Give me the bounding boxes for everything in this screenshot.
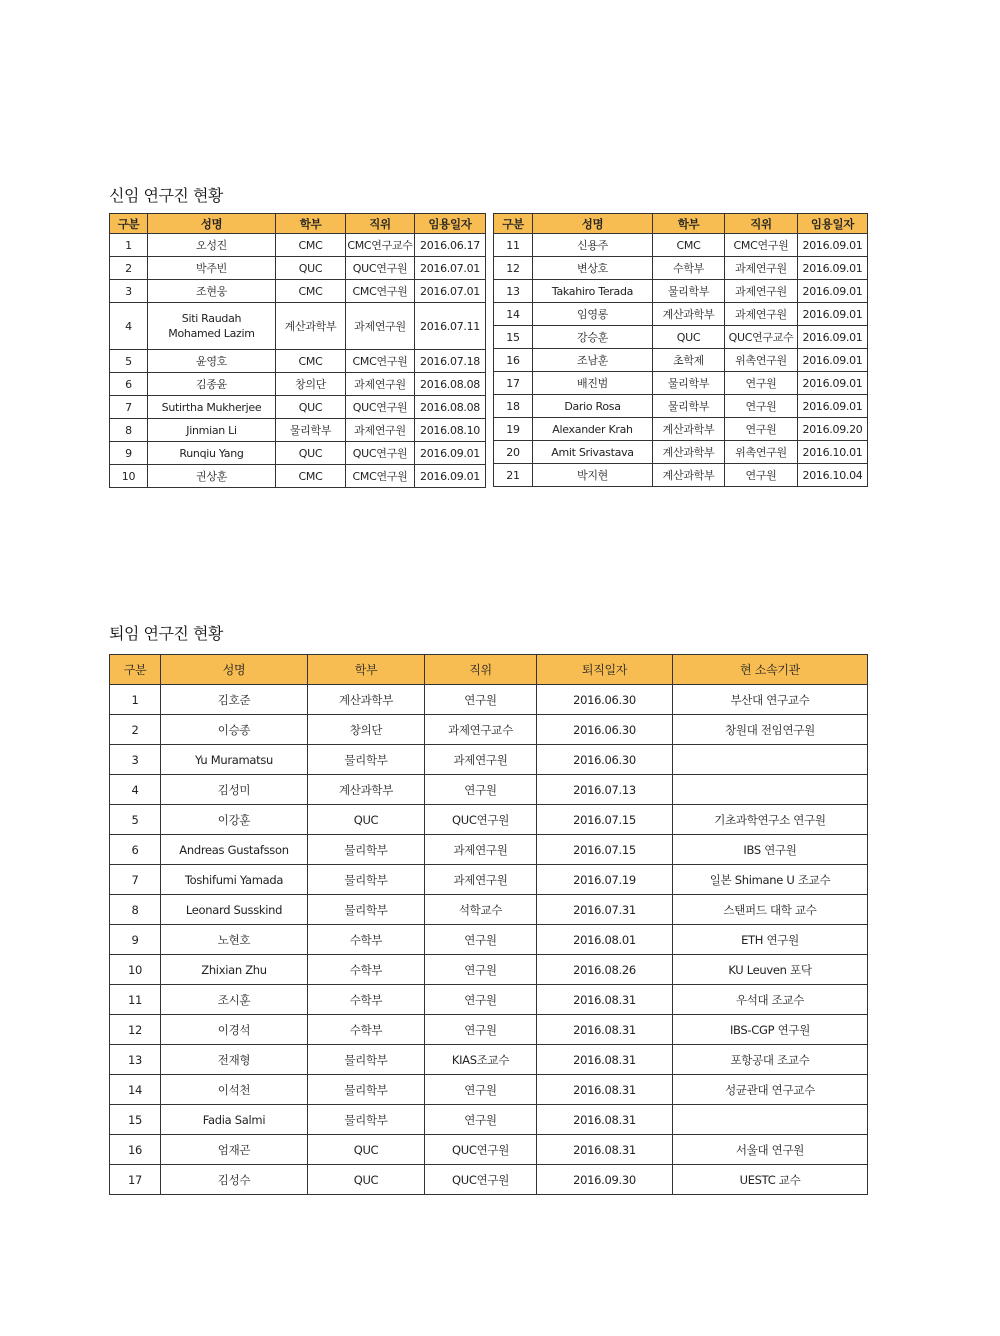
cell-number: 5 [110, 805, 161, 835]
cell-department: 물리학부 [653, 280, 725, 303]
cell-current-affiliation: IBS-CGP 연구원 [673, 1015, 868, 1045]
cell-appointment-date: 2016.09.20 [798, 418, 868, 441]
cell-name: 김종윤 [148, 373, 276, 396]
cell-position: 연구원 [425, 1075, 537, 1105]
table-row [494, 395, 868, 418]
cell-department: 물리학부 [308, 1045, 425, 1075]
cell-name: 이승종 [161, 715, 308, 745]
cell-position: 연구원 [725, 418, 798, 441]
retired-staff-title: 퇴임 연구진 현황 [109, 624, 223, 643]
cell-appointment-date: 2016.08.10 [415, 419, 486, 442]
cell-position: QUC연구원 [346, 257, 415, 280]
cell-number: 9 [110, 442, 148, 465]
cell-current-affiliation [673, 745, 868, 775]
table-row [110, 465, 486, 488]
cell-retirement-date: 2016.08.26 [537, 955, 673, 985]
cell-current-affiliation: 기초과학연구소 연구원 [673, 805, 868, 835]
cell-appointment-date: 2016.09.01 [798, 280, 868, 303]
cell-number: 8 [110, 895, 161, 925]
table-row [110, 835, 868, 865]
table-row [110, 1105, 868, 1135]
col-header-department: 학부 [653, 214, 725, 234]
cell-current-affiliation: 스탠퍼드 대학 교수 [673, 895, 868, 925]
cell-appointment-date: 2016.10.04 [798, 464, 868, 487]
cell-name: 김호준 [161, 685, 308, 715]
cell-department: 계산과학부 [653, 303, 725, 326]
cell-number: 7 [110, 396, 148, 419]
table-header-row [110, 655, 868, 685]
cell-number: 7 [110, 865, 161, 895]
col-header-position: 직위 [725, 214, 798, 234]
cell-number: 6 [110, 835, 161, 865]
cell-department: CMC [276, 350, 346, 373]
cell-number: 2 [110, 257, 148, 280]
cell-position: CMC연구원 [346, 350, 415, 373]
cell-retirement-date: 2016.07.31 [537, 895, 673, 925]
col-header-appointment-date: 임용일자 [798, 214, 868, 234]
cell-current-affiliation: 서울대 연구원 [673, 1135, 868, 1165]
cell-appointment-date: 2016.08.08 [415, 396, 486, 419]
cell-appointment-date: 2016.09.01 [798, 257, 868, 280]
cell-appointment-date: 2016.09.01 [798, 395, 868, 418]
cell-department: 물리학부 [276, 419, 346, 442]
cell-number: 12 [110, 1015, 161, 1045]
cell-number: 12 [494, 257, 533, 280]
cell-department: 계산과학부 [308, 775, 425, 805]
cell-number: 16 [494, 349, 533, 372]
cell-number: 13 [494, 280, 533, 303]
col-header-department: 학부 [276, 214, 346, 234]
cell-name: 오성진 [148, 234, 276, 257]
cell-current-affiliation: UESTC 교수 [673, 1165, 868, 1195]
table-row [110, 685, 868, 715]
col-header-position: 직위 [346, 214, 415, 234]
cell-position: 연구원 [425, 985, 537, 1015]
cell-number: 14 [494, 303, 533, 326]
cell-current-affiliation: 성균관대 연구교수 [673, 1075, 868, 1105]
cell-department: 물리학부 [308, 1075, 425, 1105]
cell-number: 21 [494, 464, 533, 487]
cell-current-affiliation: 포항공대 조교수 [673, 1045, 868, 1075]
cell-name: 변상호 [533, 257, 653, 280]
table-row [110, 350, 486, 373]
cell-position: 과제연구원 [725, 303, 798, 326]
table-row [494, 234, 868, 257]
cell-appointment-date: 2016.09.01 [798, 349, 868, 372]
col-header-name: 성명 [533, 214, 653, 234]
cell-name: 이석천 [161, 1075, 308, 1105]
cell-name: Toshifumi Yamada [161, 865, 308, 895]
cell-retirement-date: 2016.06.30 [537, 715, 673, 745]
table-row [110, 745, 868, 775]
cell-department: 물리학부 [308, 895, 425, 925]
cell-department: 수학부 [308, 925, 425, 955]
table-row [110, 1015, 868, 1045]
cell-department: 계산과학부 [308, 685, 425, 715]
cell-position: 연구원 [425, 1105, 537, 1135]
table-row [110, 373, 486, 396]
cell-name: Takahiro Terada [533, 280, 653, 303]
cell-position: 과제연구원 [346, 419, 415, 442]
cell-name: 박지현 [533, 464, 653, 487]
cell-department: 창의단 [276, 373, 346, 396]
cell-appointment-date: 2016.09.01 [798, 372, 868, 395]
table-row [110, 257, 486, 280]
table-row [110, 775, 868, 805]
col-header-number: 구분 [110, 655, 161, 685]
cell-appointment-date: 2016.07.01 [415, 257, 486, 280]
cell-name: Leonard Susskind [161, 895, 308, 925]
cell-number: 9 [110, 925, 161, 955]
table-row [110, 1075, 868, 1105]
cell-name: Sutirtha Mukherjee [148, 396, 276, 419]
table-row [494, 372, 868, 395]
cell-retirement-date: 2016.09.30 [537, 1165, 673, 1195]
cell-number: 8 [110, 419, 148, 442]
cell-name: 배진범 [533, 372, 653, 395]
table-row [110, 865, 868, 895]
cell-name: Dario Rosa [533, 395, 653, 418]
cell-appointment-date: 2016.10.01 [798, 441, 868, 464]
cell-position: QUC연구원 [425, 805, 537, 835]
cell-name: 권상훈 [148, 465, 276, 488]
cell-current-affiliation: 창원대 전임연구원 [673, 715, 868, 745]
cell-number: 18 [494, 395, 533, 418]
cell-name: 김성미 [161, 775, 308, 805]
cell-retirement-date: 2016.06.30 [537, 685, 673, 715]
table-row [110, 280, 486, 303]
table-row [494, 257, 868, 280]
cell-appointment-date: 2016.09.01 [798, 303, 868, 326]
cell-position: 연구원 [725, 395, 798, 418]
table-row [110, 1165, 868, 1195]
cell-retirement-date: 2016.08.31 [537, 1105, 673, 1135]
cell-position: QUC연구원 [425, 1165, 537, 1195]
cell-retirement-date: 2016.08.01 [537, 925, 673, 955]
cell-name: 윤영호 [148, 350, 276, 373]
cell-number: 3 [110, 280, 148, 303]
table-row [110, 715, 868, 745]
cell-name: Siti Raudah Mohamed Lazim [148, 303, 276, 350]
cell-number: 10 [110, 955, 161, 985]
cell-department: QUC [276, 396, 346, 419]
cell-position: 연구원 [425, 775, 537, 805]
cell-name: 이경석 [161, 1015, 308, 1045]
retired-staff-table [109, 654, 868, 1195]
cell-appointment-date: 2016.07.18 [415, 350, 486, 373]
new-staff-table-left [109, 213, 486, 488]
col-header-number: 구분 [494, 214, 533, 234]
table-row [110, 396, 486, 419]
table-row [110, 955, 868, 985]
cell-position: CMC연구교수 [346, 234, 415, 257]
cell-department: QUC [276, 442, 346, 465]
cell-position: 과제연구원 [725, 280, 798, 303]
cell-current-affiliation [673, 1105, 868, 1135]
new-staff-table-right [493, 213, 868, 487]
cell-department: CMC [276, 465, 346, 488]
cell-position: CMC연구원 [346, 280, 415, 303]
table-row [494, 326, 868, 349]
table-row [110, 419, 486, 442]
cell-current-affiliation: ETH 연구원 [673, 925, 868, 955]
cell-retirement-date: 2016.07.13 [537, 775, 673, 805]
cell-position: QUC연구원 [346, 442, 415, 465]
cell-name: 임영롱 [533, 303, 653, 326]
cell-department: 물리학부 [308, 1105, 425, 1135]
cell-department: 초학제 [653, 349, 725, 372]
cell-department: 물리학부 [308, 745, 425, 775]
table-row [110, 303, 486, 350]
col-header-retirement-date: 퇴직일자 [537, 655, 673, 685]
cell-name: Yu Muramatsu [161, 745, 308, 775]
table-header-row [494, 214, 868, 234]
cell-position: 과제연구원 [425, 745, 537, 775]
cell-position: 과제연구원 [425, 835, 537, 865]
cell-name: Fadia Salmi [161, 1105, 308, 1135]
col-header-name: 성명 [161, 655, 308, 685]
table-row [494, 418, 868, 441]
cell-name: Alexander Krah [533, 418, 653, 441]
cell-retirement-date: 2016.08.31 [537, 1015, 673, 1045]
col-header-department: 학부 [308, 655, 425, 685]
cell-department: CMC [276, 280, 346, 303]
cell-department: 수학부 [653, 257, 725, 280]
cell-position: CMC연구원 [346, 465, 415, 488]
cell-department: QUC [308, 1135, 425, 1165]
cell-position: QUC연구원 [346, 396, 415, 419]
cell-department: QUC [276, 257, 346, 280]
cell-name: 조시훈 [161, 985, 308, 1015]
table-row [494, 303, 868, 326]
table-row [494, 441, 868, 464]
cell-department: 수학부 [308, 955, 425, 985]
cell-appointment-date: 2016.09.01 [798, 234, 868, 257]
cell-position: QUC연구원 [425, 1135, 537, 1165]
cell-retirement-date: 2016.07.15 [537, 805, 673, 835]
cell-appointment-date: 2016.09.01 [798, 326, 868, 349]
cell-position: 과제연구원 [346, 373, 415, 396]
cell-name: Jinmian Li [148, 419, 276, 442]
cell-department: 물리학부 [653, 395, 725, 418]
cell-position: CMC연구원 [725, 234, 798, 257]
cell-position: 위촉연구원 [725, 349, 798, 372]
cell-position: 연구원 [425, 925, 537, 955]
new-staff-title: 신임 연구진 현황 [109, 186, 223, 205]
cell-department: 수학부 [308, 985, 425, 1015]
cell-current-affiliation [673, 775, 868, 805]
cell-retirement-date: 2016.07.15 [537, 835, 673, 865]
cell-position: 과제연구교수 [425, 715, 537, 745]
cell-name: Zhixian Zhu [161, 955, 308, 985]
cell-name: Andreas Gustafsson [161, 835, 308, 865]
cell-name: 박주빈 [148, 257, 276, 280]
cell-number: 17 [110, 1165, 161, 1195]
table-row [110, 985, 868, 1015]
cell-department: 창의단 [308, 715, 425, 745]
cell-department: QUC [653, 326, 725, 349]
cell-retirement-date: 2016.08.31 [537, 1075, 673, 1105]
cell-position: 과제연구원 [346, 303, 415, 350]
cell-department: 계산과학부 [653, 464, 725, 487]
cell-number: 1 [110, 234, 148, 257]
cell-department: CMC [653, 234, 725, 257]
cell-appointment-date: 2016.08.08 [415, 373, 486, 396]
cell-name: 신용주 [533, 234, 653, 257]
cell-department: 계산과학부 [653, 418, 725, 441]
cell-position: 위촉연구원 [725, 441, 798, 464]
cell-number: 20 [494, 441, 533, 464]
cell-number: 16 [110, 1135, 161, 1165]
table-header-row [110, 214, 486, 234]
cell-position: QUC연구교수 [725, 326, 798, 349]
cell-position: 연구원 [725, 372, 798, 395]
cell-retirement-date: 2016.08.31 [537, 1045, 673, 1075]
cell-current-affiliation: 일본 Shimane U 조교수 [673, 865, 868, 895]
cell-position: 연구원 [425, 1015, 537, 1045]
cell-number: 4 [110, 775, 161, 805]
cell-name: Amit Srivastava [533, 441, 653, 464]
table-row [110, 234, 486, 257]
cell-number: 11 [494, 234, 533, 257]
cell-appointment-date: 2016.07.01 [415, 280, 486, 303]
col-header-position: 직위 [425, 655, 537, 685]
cell-number: 3 [110, 745, 161, 775]
cell-number: 17 [494, 372, 533, 395]
table-row [494, 464, 868, 487]
cell-number: 19 [494, 418, 533, 441]
col-header-appointment-date: 임용일자 [415, 214, 486, 234]
cell-current-affiliation: KU Leuven 포닥 [673, 955, 868, 985]
cell-name: 전재형 [161, 1045, 308, 1075]
col-header-name: 성명 [148, 214, 276, 234]
cell-retirement-date: 2016.08.31 [537, 985, 673, 1015]
table-row [110, 1135, 868, 1165]
cell-retirement-date: 2016.08.31 [537, 1135, 673, 1165]
cell-retirement-date: 2016.06.30 [537, 745, 673, 775]
col-header-number: 구분 [110, 214, 148, 234]
cell-name: 강승훈 [533, 326, 653, 349]
cell-number: 6 [110, 373, 148, 396]
cell-current-affiliation: IBS 연구원 [673, 835, 868, 865]
cell-department: 물리학부 [308, 865, 425, 895]
cell-appointment-date: 2016.09.01 [415, 442, 486, 465]
cell-position: 석학교수 [425, 895, 537, 925]
cell-department: 물리학부 [653, 372, 725, 395]
cell-number: 15 [110, 1105, 161, 1135]
cell-name: Runqiu Yang [148, 442, 276, 465]
table-row [494, 349, 868, 372]
cell-name: 조남훈 [533, 349, 653, 372]
cell-department: QUC [308, 1165, 425, 1195]
cell-number: 15 [494, 326, 533, 349]
cell-name: 조현웅 [148, 280, 276, 303]
cell-name: 김성수 [161, 1165, 308, 1195]
cell-department: CMC [276, 234, 346, 257]
cell-name: 엄재곤 [161, 1135, 308, 1165]
table-row [110, 925, 868, 955]
cell-position: 연구원 [725, 464, 798, 487]
cell-number: 10 [110, 465, 148, 488]
table-row [110, 895, 868, 925]
cell-number: 1 [110, 685, 161, 715]
cell-number: 13 [110, 1045, 161, 1075]
cell-number: 4 [110, 303, 148, 350]
cell-appointment-date: 2016.06.17 [415, 234, 486, 257]
cell-position: 연구원 [425, 955, 537, 985]
cell-number: 5 [110, 350, 148, 373]
table-row [110, 805, 868, 835]
cell-position: KIAS조교수 [425, 1045, 537, 1075]
cell-number: 11 [110, 985, 161, 1015]
cell-appointment-date: 2016.09.01 [415, 465, 486, 488]
cell-number: 14 [110, 1075, 161, 1105]
cell-appointment-date: 2016.07.11 [415, 303, 486, 350]
cell-name: 이강훈 [161, 805, 308, 835]
table-row [110, 1045, 868, 1075]
table-row [494, 280, 868, 303]
cell-number: 2 [110, 715, 161, 745]
cell-position: 과제연구원 [425, 865, 537, 895]
cell-name: 노현호 [161, 925, 308, 955]
cell-current-affiliation: 부산대 연구교수 [673, 685, 868, 715]
cell-current-affiliation: 우석대 조교수 [673, 985, 868, 1015]
cell-position: 연구원 [425, 685, 537, 715]
cell-department: 계산과학부 [276, 303, 346, 350]
cell-department: 물리학부 [308, 835, 425, 865]
cell-retirement-date: 2016.07.19 [537, 865, 673, 895]
cell-position: 과제연구원 [725, 257, 798, 280]
table-row [110, 442, 486, 465]
cell-department: QUC [308, 805, 425, 835]
cell-department: 수학부 [308, 1015, 425, 1045]
cell-department: 계산과학부 [653, 441, 725, 464]
col-header-current-affiliation: 현 소속기관 [673, 655, 868, 685]
